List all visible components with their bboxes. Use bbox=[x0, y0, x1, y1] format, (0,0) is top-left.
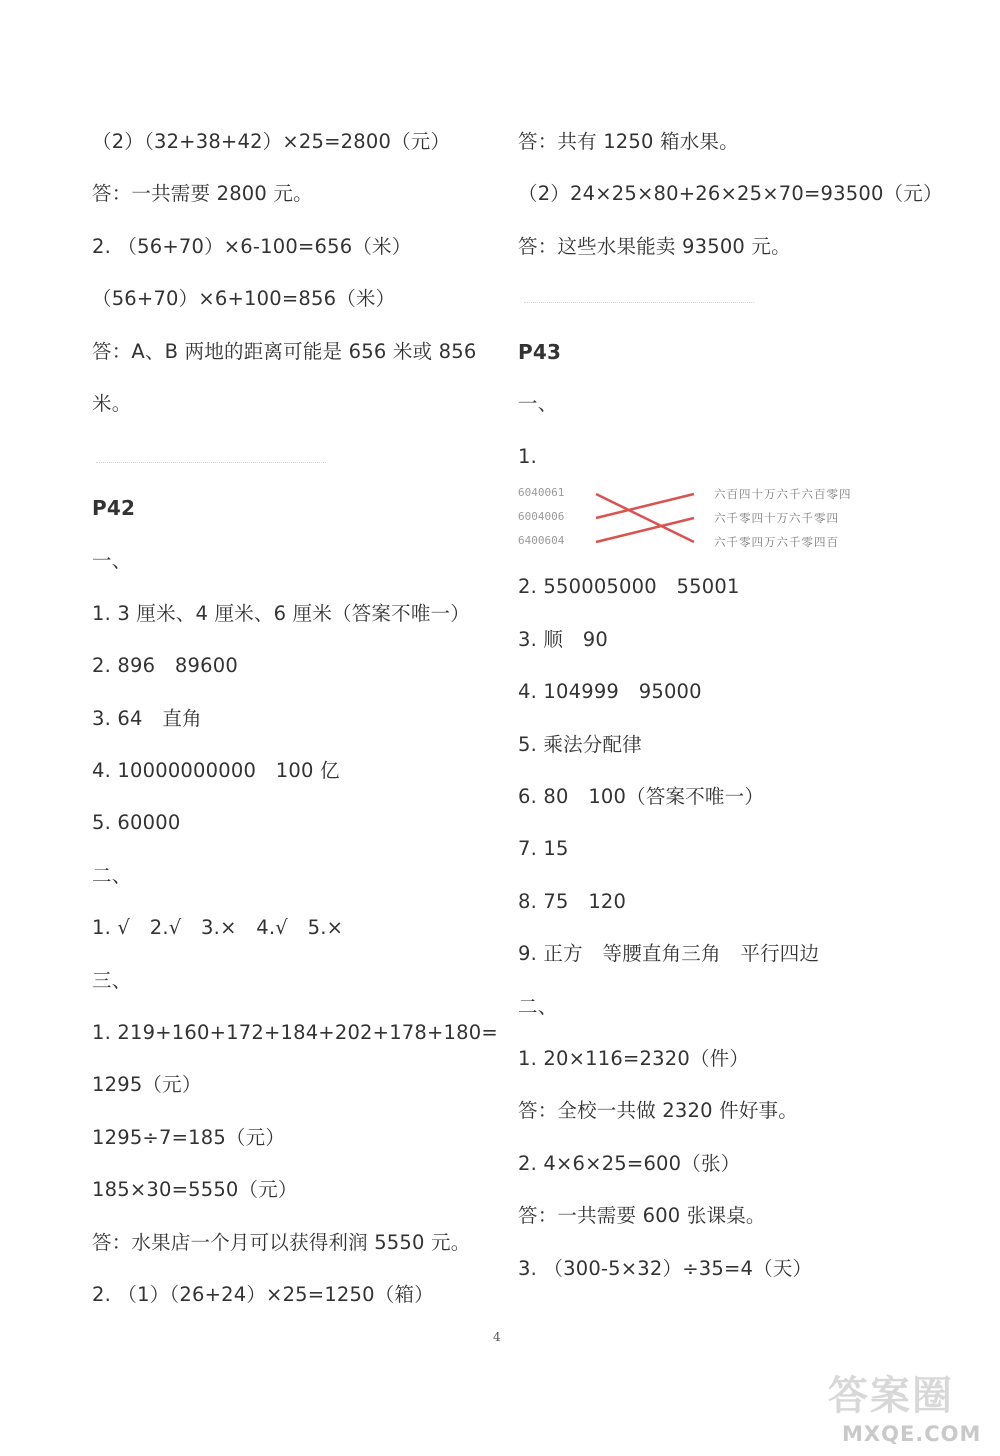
p43-answer-5: 5. 乘法分配律 bbox=[518, 733, 642, 756]
p43-answer-8: 8. 75 120 bbox=[518, 890, 627, 913]
right-line-1: 答：共有 1250 箱水果。 bbox=[518, 130, 739, 153]
match-right-item-1: 六百四十万六千六百零四 bbox=[714, 487, 852, 501]
left-line-3: 2. （56+70）×6-100=656（米） bbox=[92, 235, 412, 258]
match-right-item-2: 六千零四十万六千零四 bbox=[714, 511, 839, 525]
p43-word-2-answer: 答：一共需要 600 张课桌。 bbox=[518, 1204, 766, 1227]
left-line-2: 答：一共需要 2800 元。 bbox=[92, 182, 313, 205]
p42-judgement-answers: 1. √ 2.√ 3.× 4.√ 5.× bbox=[92, 916, 344, 939]
watermark-logo bbox=[818, 1360, 994, 1452]
p43-answer-4: 4. 104999 95000 bbox=[518, 680, 702, 703]
p42-answer-4: 4. 10000000000 100 亿 bbox=[92, 759, 340, 782]
scan-smudge-right bbox=[524, 302, 754, 307]
p43-answer-3: 3. 顺 90 bbox=[518, 628, 609, 651]
p42-answer-5: 5. 60000 bbox=[92, 811, 181, 834]
p42-calc-5: 2. （1）（26+24）×25=1250（箱） bbox=[92, 1283, 434, 1306]
matching-figure bbox=[516, 482, 916, 554]
p42-calc-2: 1295（元） bbox=[92, 1073, 202, 1096]
right-line-2: （2）24×25×80+26×25×70=93500（元） bbox=[518, 182, 943, 205]
match-left-item-2: 6004006 bbox=[518, 510, 565, 523]
p42-calc-3: 1295÷7=185（元） bbox=[92, 1126, 286, 1149]
p42-calc-answer: 答：水果店一个月可以获得利润 5550 元。 bbox=[92, 1231, 471, 1254]
matching-lines bbox=[516, 482, 916, 554]
p42-answer-3: 3. 64 直角 bbox=[92, 707, 202, 730]
p43-answer-7: 7. 15 bbox=[518, 837, 569, 860]
match-line-3 bbox=[596, 518, 694, 542]
scan-smudge-left bbox=[96, 462, 326, 467]
match-right-item-3: 六千零四万六千零四百 bbox=[714, 535, 839, 549]
p43-word-3: 3. （300-5×32）÷35=4（天） bbox=[518, 1257, 813, 1280]
p42-answer-2: 2. 896 89600 bbox=[92, 654, 238, 677]
section-two-left: 二、 bbox=[92, 864, 132, 887]
p43-answer-6: 6. 80 100（答案不唯一） bbox=[518, 785, 765, 808]
page-number: 4 bbox=[493, 1330, 501, 1344]
match-left-item-1: 6040061 bbox=[518, 486, 565, 499]
left-line-4: （56+70）×6+100=856（米） bbox=[92, 287, 396, 310]
match-line-2 bbox=[596, 494, 694, 518]
p43-word-1-answer: 答：全校一共做 2320 件好事。 bbox=[518, 1099, 798, 1122]
p43-answer-9: 9. 正方 等腰直角三角 平行四边 bbox=[518, 942, 820, 965]
watermark-brand: 答案圈 bbox=[828, 1372, 954, 1419]
p43-word-2: 2. 4×6×25=600（张） bbox=[518, 1152, 741, 1175]
section-one-right: 一、 bbox=[518, 392, 558, 415]
p42-calc-4: 185×30=5550（元） bbox=[92, 1178, 298, 1201]
p43-word-1: 1. 20×116=2320（件） bbox=[518, 1047, 750, 1070]
page-heading-p43: P43 bbox=[518, 340, 562, 364]
left-line-1: （2）（32+38+42）×25=2800（元） bbox=[92, 130, 451, 153]
page-heading-p42: P42 bbox=[92, 496, 136, 520]
p43-question-1: 1. bbox=[518, 445, 538, 468]
section-one-left: 一、 bbox=[92, 549, 132, 572]
p43-answer-2: 2. 550005000 55001 bbox=[518, 575, 740, 598]
section-three-left: 三、 bbox=[92, 969, 132, 992]
section-two-right: 二、 bbox=[518, 995, 558, 1018]
p42-answer-1: 1. 3 厘米、4 厘米、6 厘米（答案不唯一） bbox=[92, 602, 470, 625]
match-left-item-3: 6400604 bbox=[518, 534, 565, 547]
left-line-6: 米。 bbox=[92, 392, 132, 415]
p42-calc-1: 1. 219+160+172+184+202+178+180= bbox=[92, 1021, 498, 1044]
match-line-1 bbox=[596, 494, 694, 542]
right-line-3: 答：这些水果能卖 93500 元。 bbox=[518, 235, 791, 258]
left-line-5: 答：A、B 两地的距离可能是 656 米或 856 bbox=[92, 340, 477, 363]
watermark-url: MXQE.COM bbox=[842, 1422, 982, 1446]
